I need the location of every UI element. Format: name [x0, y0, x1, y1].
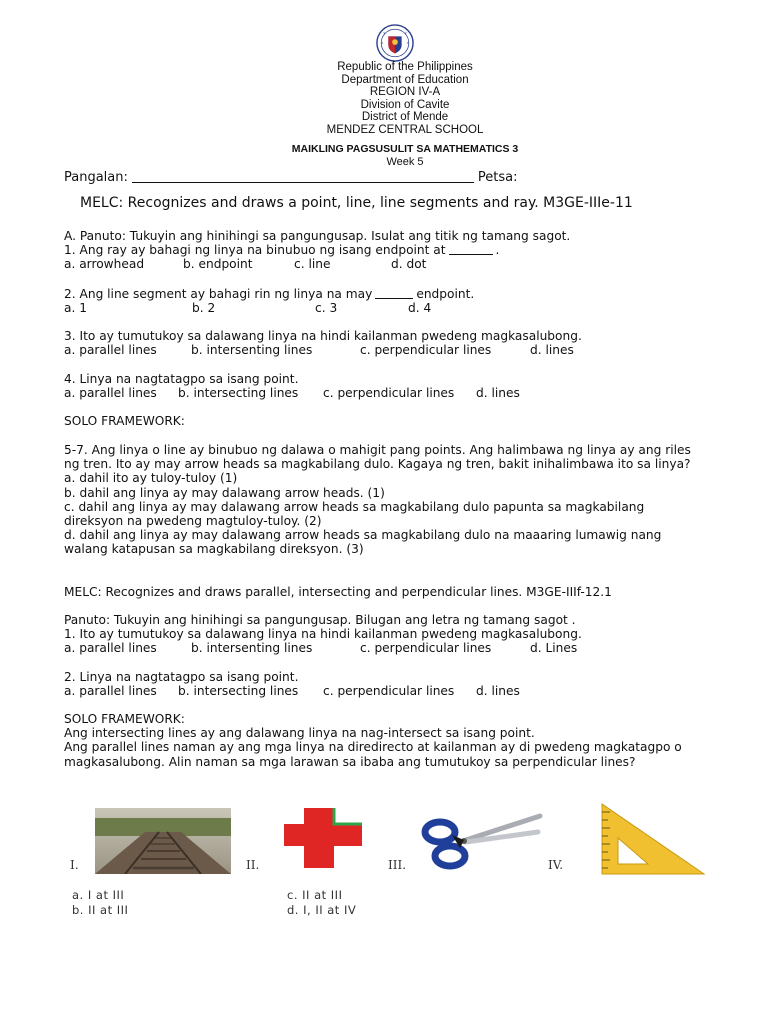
- choice: c. perpendicular lines: [323, 386, 455, 401]
- solo-line: a. dahil ito ay tuloy-tuloy (1): [64, 471, 238, 486]
- deped-seal-icon: [376, 24, 414, 62]
- solo-line: c. dahil ang linya ay may dalawang arrow heads sa magkabilang dulo papunta sa magkabilang: [64, 499, 645, 514]
- name-label: Pangalan:: [64, 170, 128, 185]
- question-text-end: .: [495, 243, 500, 258]
- solo-framework-2: [64, 712, 764, 769]
- solo-line: Ang intersecting lines ay ang dalawang linya na nag-intersect sa isang point.: [64, 726, 535, 741]
- cross-picture: [282, 806, 366, 870]
- school-header: [0, 61, 768, 137]
- picture-label: II.: [246, 858, 260, 872]
- choice: d. Lines: [530, 641, 578, 656]
- question-4-choices: [64, 386, 764, 400]
- question-3-block: [64, 329, 764, 357]
- header-line: District of Mende: [361, 111, 449, 124]
- question-4-block: [64, 372, 764, 400]
- choice: a. parallel lines: [64, 343, 157, 358]
- header-line: Division of Cavite: [360, 98, 450, 111]
- section-b-instruction: Panuto: Tukuyin ang hinihingi sa pangungusap. Bilugan ang letra ng tamang sagot .: [64, 613, 576, 627]
- solo-line: ng tren. Ito ay may arrow heads sa magkabilang dulo. Kagaya ng tren, bakit inihalimbawa ito sa linya?: [64, 457, 691, 472]
- question-2-block: [64, 287, 764, 315]
- choice: c. perpendicular lines: [323, 684, 455, 699]
- solo-line: 5-7. Ang linya o line ay binubuo ng dalawa o mahigit pang points. Ang halimbawa ng linya ay ang riles: [64, 443, 691, 457]
- section-b-question-2-choices: [64, 684, 764, 698]
- melc-2: MELC: Recognizes and draws parallel, intersecting and perpendicular lines. M3GE-IIIf-12.1: [64, 585, 612, 599]
- railroad-picture: [95, 808, 231, 874]
- scissors-picture: [420, 810, 544, 872]
- choice: b. intersecting lines: [178, 684, 299, 699]
- answer-blank: [375, 298, 413, 299]
- week-label: Week 5: [386, 156, 424, 168]
- choice: a. parallel lines: [64, 684, 157, 699]
- picture-label: I.: [70, 858, 79, 872]
- question-2-choices: [64, 301, 764, 315]
- quiz-title: MAIKLING PAGSUSULIT SA MATHEMATICS 3: [291, 143, 519, 155]
- picture-choice: a. I at III: [72, 888, 125, 902]
- solo-framework-2-heading: SOLO FRAMEWORK:: [64, 712, 185, 726]
- choice: c. perpendicular lines: [360, 343, 492, 358]
- picture-label: III.: [388, 858, 407, 872]
- choice: d. lines: [476, 386, 520, 401]
- question-1: [64, 243, 764, 257]
- choice: a. arrowhead: [64, 257, 145, 272]
- header-line: MENDEZ CENTRAL SCHOOL: [326, 123, 484, 136]
- picture-choice: d. I, II at IV: [287, 903, 357, 917]
- choice: c. perpendicular lines: [360, 641, 492, 656]
- section-a: [64, 229, 764, 272]
- choice: d. lines: [530, 343, 574, 358]
- date-label: Petsa:: [477, 170, 518, 185]
- name-blank[interactable]: [132, 170, 474, 183]
- header-line: REGION IV-A: [369, 86, 441, 99]
- set-square-picture: [598, 802, 708, 876]
- choice: d. dot: [391, 257, 427, 272]
- question-2: [64, 287, 764, 301]
- choice: b. intersenting lines: [191, 343, 313, 358]
- section-b-question-2-block: [64, 670, 764, 698]
- question-4: 4. Linya na nagtatagpo sa isang point.: [64, 372, 299, 386]
- choice: a. parallel lines: [64, 386, 157, 401]
- question-3-choices: [64, 343, 764, 357]
- solo-line: Ang parallel lines naman ay ang mga linya na diredirecto at kailanman ay di pwedeng magkatagpo o: [64, 740, 682, 755]
- choice: b. intersenting lines: [191, 641, 313, 656]
- question-text-end: endpoint.: [416, 287, 475, 301]
- section-b-question-2: 2. Linya na nagtatagpo sa isang point.: [64, 670, 299, 684]
- solo-line: walang katapusan sa magkabilang direksyon. (3): [64, 542, 364, 557]
- choice: d. lines: [476, 684, 520, 699]
- header-line: Department of Education: [341, 73, 469, 86]
- choice: a. parallel lines: [64, 641, 157, 656]
- choice: b. 2: [192, 301, 216, 316]
- picture-choice: c. II at III: [287, 888, 343, 902]
- answer-blank: [449, 254, 493, 255]
- name-row: [64, 170, 517, 185]
- section-b-question-1-choices: [64, 641, 764, 655]
- picture-choices: [0, 800, 768, 930]
- section-b: [64, 613, 764, 656]
- section-a-instruction: A. Panuto: Tukuyin ang hinihingi sa pangungusap. Isulat ang titik ng tamang sagot.: [64, 229, 571, 243]
- header-line: Republic of the Philippines: [337, 61, 473, 73]
- picture-choice: b. II at III: [72, 903, 129, 917]
- choice: d. 4: [408, 301, 432, 316]
- solo-line: magkasalubong. Alin naman sa mga larawan sa ibaba ang tumutukoy sa perpendicular lines?: [64, 754, 636, 769]
- question-1-choices: [64, 257, 764, 271]
- melc-1: MELC: Recognizes and draws a point, line, line segments and ray. M3GE-IIIe-11: [80, 195, 633, 211]
- solo-line: d. dahil ang linya ay may dalawang arrow heads sa magkabilang dulo na maaaring lumawig nang: [64, 528, 662, 543]
- choice: b. endpoint: [183, 257, 253, 272]
- choice: b. intersecting lines: [178, 386, 299, 401]
- section-b-question-1: 1. Ito ay tumutukoy sa dalawang linya na hindi kailanman pwedeng magkasalubong.: [64, 627, 582, 642]
- choice: c. line: [294, 257, 331, 272]
- solo-framework-1: [64, 443, 764, 557]
- solo-framework-1-heading: SOLO FRAMEWORK:: [64, 414, 185, 428]
- solo-line: direksyon na pwedeng magtuloy-tuloy. (2): [64, 514, 322, 529]
- solo-line: b. dahil ang linya ay may dalawang arrow heads. (1): [64, 485, 385, 500]
- choice: a. 1: [64, 301, 87, 316]
- question-3: 3. Ito ay tumutukoy sa dalawang linya na hindi kailanman pwedeng magkasalubong.: [64, 329, 582, 343]
- choice: c. 3: [315, 301, 338, 316]
- question-text: 2. Ang line segment ay bahagi rin ng linya na may: [64, 287, 373, 301]
- picture-label: IV.: [548, 858, 564, 872]
- question-text: 1. Ang ray ay bahagi ng linya na binubuo ng isang endpoint at: [64, 243, 446, 258]
